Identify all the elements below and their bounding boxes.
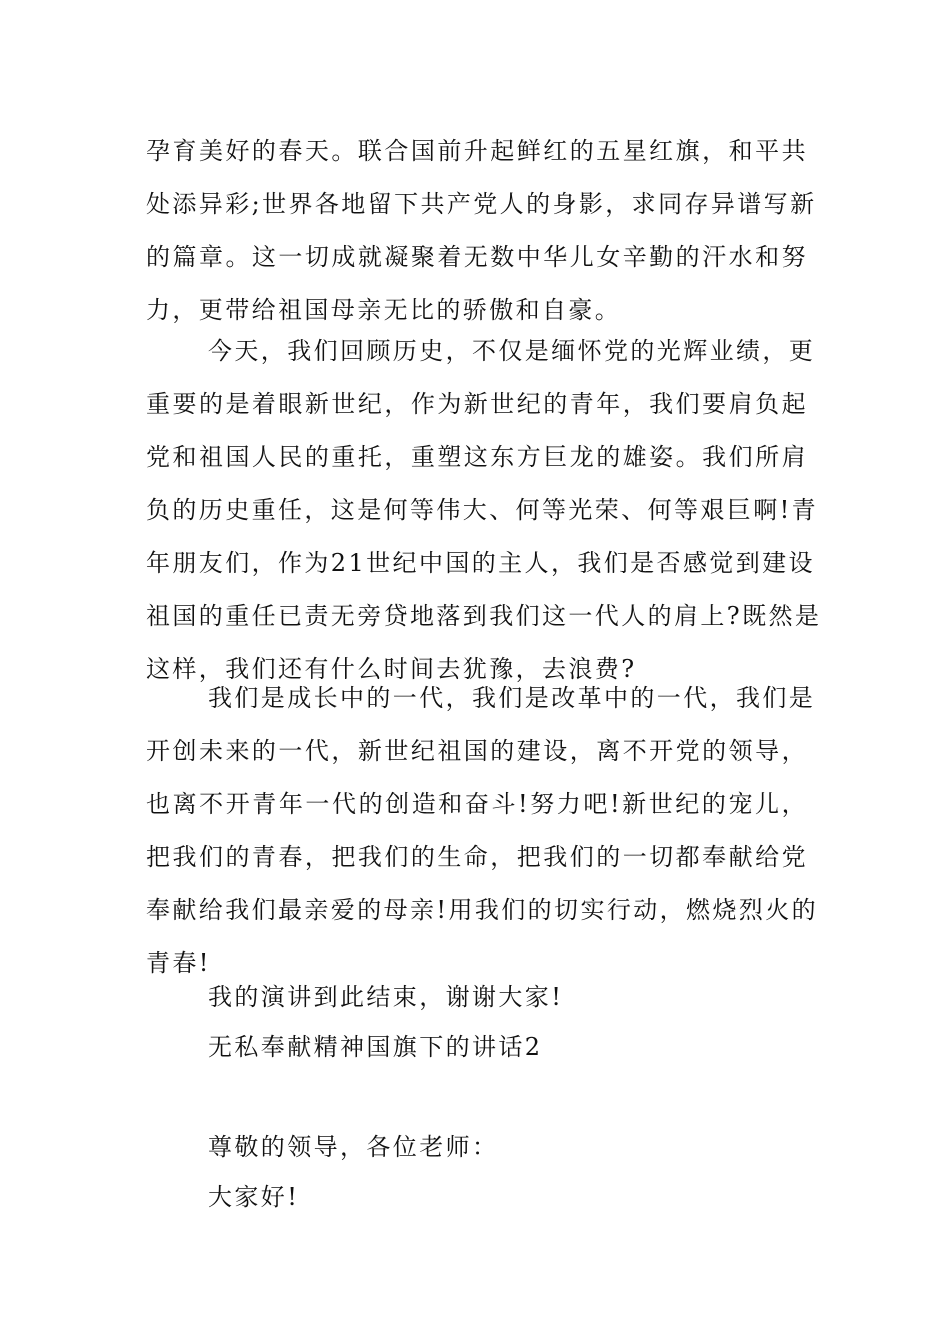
paragraph-line: 重要的是着眼新世纪，作为新世纪的青年，我们要肩负起	[146, 390, 808, 418]
paragraph-line: 这样，我们还有什么时间去犹豫，去浪费?	[146, 655, 637, 683]
closing-text: 我的演讲到此结束，谢谢大家!	[208, 983, 564, 1011]
paragraph-1	[146, 125, 817, 337]
paragraph-line: 奉献给我们最亲爱的母亲!用我们的切实行动，燃烧烈火的	[146, 896, 819, 924]
paragraph-2	[146, 325, 822, 696]
salutation	[146, 1121, 808, 1174]
paragraph-line: 党和祖国人民的重托，重塑这东方巨龙的雄姿。我们所肩	[146, 443, 808, 471]
salutation-text: 尊敬的领导，各位老师：	[208, 1133, 499, 1161]
greeting	[146, 1171, 808, 1224]
paragraph-line: 力，更带给祖国母亲无比的骄傲和自豪。	[146, 296, 622, 324]
paragraph-line: 把我们的青春，把我们的生命，把我们的一切都奉献给党	[146, 843, 808, 871]
section-title-text: 无私奉献精神国旗下的讲话2	[208, 1033, 543, 1061]
greeting-text: 大家好!	[208, 1183, 300, 1211]
paragraph-line: 的篇章。这一切成就凝聚着无数中华儿女辛勤的汗水和努	[146, 243, 808, 271]
paragraph-line: 我们是成长中的一代，我们是改革中的一代，我们是	[208, 684, 816, 712]
paragraph-line: 也离不开青年一代的创造和奋斗!努力吧!新世纪的宠儿，	[146, 790, 808, 818]
closing-line	[146, 971, 808, 1024]
paragraph-line: 青春!	[146, 949, 211, 977]
paragraph-line: 今天，我们回顾历史，不仅是缅怀党的光辉业绩，更	[208, 337, 816, 365]
paragraph-line: 孕育美好的春天。联合国前升起鲜红的五星红旗，和平共	[146, 137, 808, 165]
paragraph-3	[146, 672, 819, 990]
paragraph-line: 处添异彩;世界各地留下共产党人的身影，求同存异谱写新	[146, 190, 817, 218]
paragraph-line: 负的历史重任，这是何等伟大、何等光荣、何等艰巨啊!青	[146, 496, 819, 524]
paragraph-line: 年朋友们，作为21世纪中国的主人，我们是否感觉到建设	[146, 549, 815, 577]
paragraph-line: 开创未来的一代，新世纪祖国的建设，离不开党的领导，	[146, 737, 808, 765]
paragraph-line: 祖国的重任已责无旁贷地落到我们这一代人的肩上?既然是	[146, 602, 822, 630]
section-title	[146, 1021, 808, 1074]
